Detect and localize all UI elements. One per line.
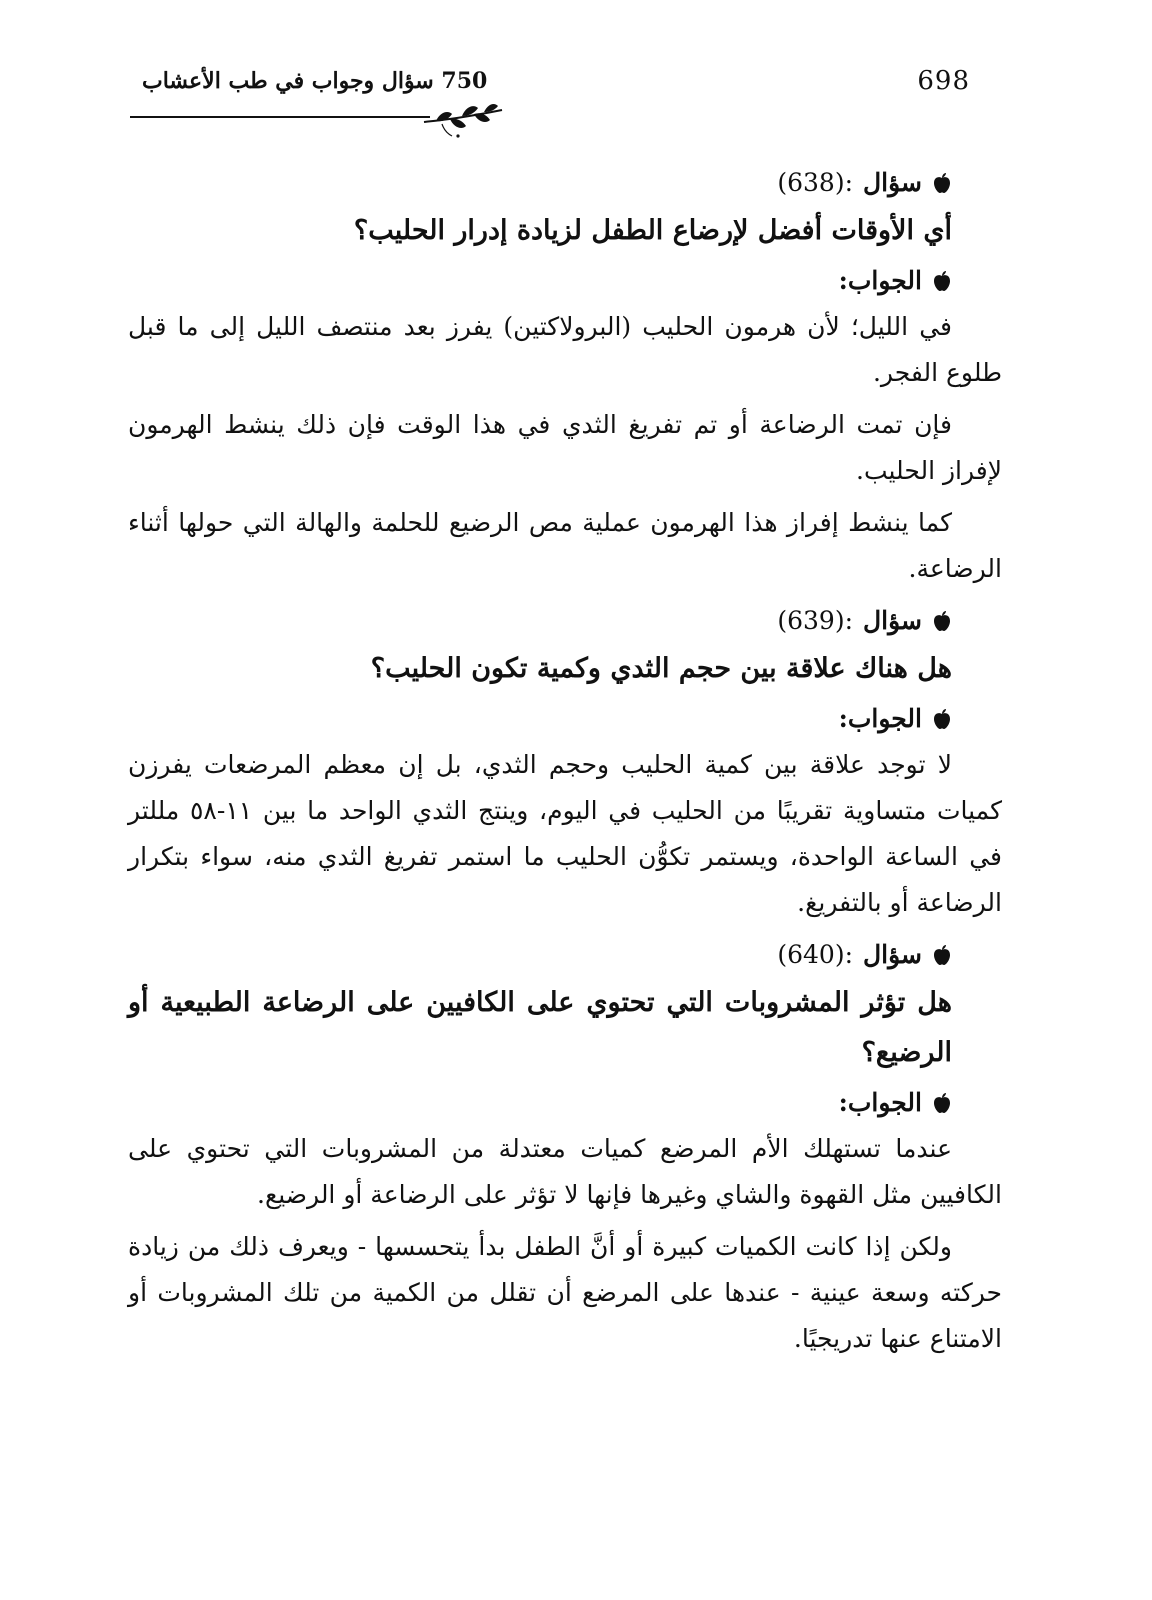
- question-heading: [128, 160, 1002, 206]
- answer-heading: [128, 258, 1002, 304]
- qa-block-639: [128, 598, 1002, 926]
- page-content: [128, 160, 1002, 1368]
- answer-label: الجواب:: [838, 704, 922, 733]
- running-title: 750 سؤال وجواب في طب الأعشاب: [142, 68, 488, 94]
- page-header: [130, 64, 970, 144]
- question-label: سؤال: [863, 168, 922, 197]
- question-label: سؤال: [863, 940, 922, 969]
- answer-label: الجواب:: [838, 266, 922, 295]
- question-label: سؤال: [863, 606, 922, 635]
- answer-paragraph: لا توجد علاقة بين كمية الحليب وحجم الثدي، بل إن معظم المرضعات يفرزن كميات متساوية تقريبًا من الحليب في اليوم، وينتج الثدي الواحد ما بين ١١-٥٨ مللتر في الساعة الواحدة، ويستمر تكوُّن الحليب ما استمر تفريغ الثدي منه، سواء بتكرار الرضاعة أو بالتفريغ.: [128, 750, 1002, 917]
- answer-paragraph: كما ينشط إفراز هذا الهرمون عملية مص الرضيع للحلمة والهالة التي حولها أثناء الرضاعة.: [128, 508, 1002, 583]
- question-number: (640):: [777, 940, 854, 969]
- header-rule: [130, 116, 430, 118]
- question-text: هل هناك علاقة بين حجم الثدي وكمية تكون الحليب؟: [370, 653, 952, 684]
- apple-icon: [932, 1092, 952, 1114]
- question-number: (639):: [777, 606, 854, 635]
- qa-block-638: [128, 160, 1002, 592]
- answer-paragraph: في الليل؛ لأن هرمون الحليب (البرولاكتين) يفرز بعد منتصف الليل إلى ما قبل طلوع الفجر.: [128, 312, 1002, 387]
- question-heading: [128, 598, 1002, 644]
- apple-icon: [932, 610, 952, 632]
- answer-heading: [128, 1080, 1002, 1126]
- apple-icon: [932, 172, 952, 194]
- leaf-ornament-icon: [422, 100, 504, 140]
- answer-paragraph: فإن تمت الرضاعة أو تم تفريغ الثدي في هذا الوقت فإن ذلك ينشط الهرمون لإفراز الحليب.: [128, 410, 1002, 485]
- answer-paragraph: عندما تستهلك الأم المرضع كميات معتدلة من المشروبات التي تحتوي على الكافيين مثل القهوة والشاي وغيرها فإنها لا تؤثر على الرضاعة أو الرضيع.: [128, 1134, 1002, 1209]
- answer-heading: [128, 696, 1002, 742]
- page-number: 698: [917, 66, 970, 96]
- question-text: أي الأوقات أفضل لإرضاع الطفل لزيادة إدرار الحليب؟: [353, 215, 952, 246]
- qa-block-640: [128, 932, 1002, 1362]
- question-text: هل تؤثر المشروبات التي تحتوي على الكافيين على الرضاعة الطبيعية أو الرضيع؟: [128, 987, 952, 1068]
- apple-icon: [932, 708, 952, 730]
- answer-label: الجواب:: [838, 1088, 922, 1117]
- answer-paragraph: ولكن إذا كانت الكميات كبيرة أو أنَّ الطفل بدأ يتحسسها - ويعرف ذلك من زيادة حركته وسعة عينية - عندها على المرضع أن تقلل من الكمية من تلك المشروبات أو الامتناع عنها تدريجيًا.: [128, 1232, 1002, 1353]
- apple-icon: [932, 270, 952, 292]
- question-heading: [128, 932, 1002, 978]
- question-number: (638):: [777, 168, 854, 197]
- apple-icon: [932, 944, 952, 966]
